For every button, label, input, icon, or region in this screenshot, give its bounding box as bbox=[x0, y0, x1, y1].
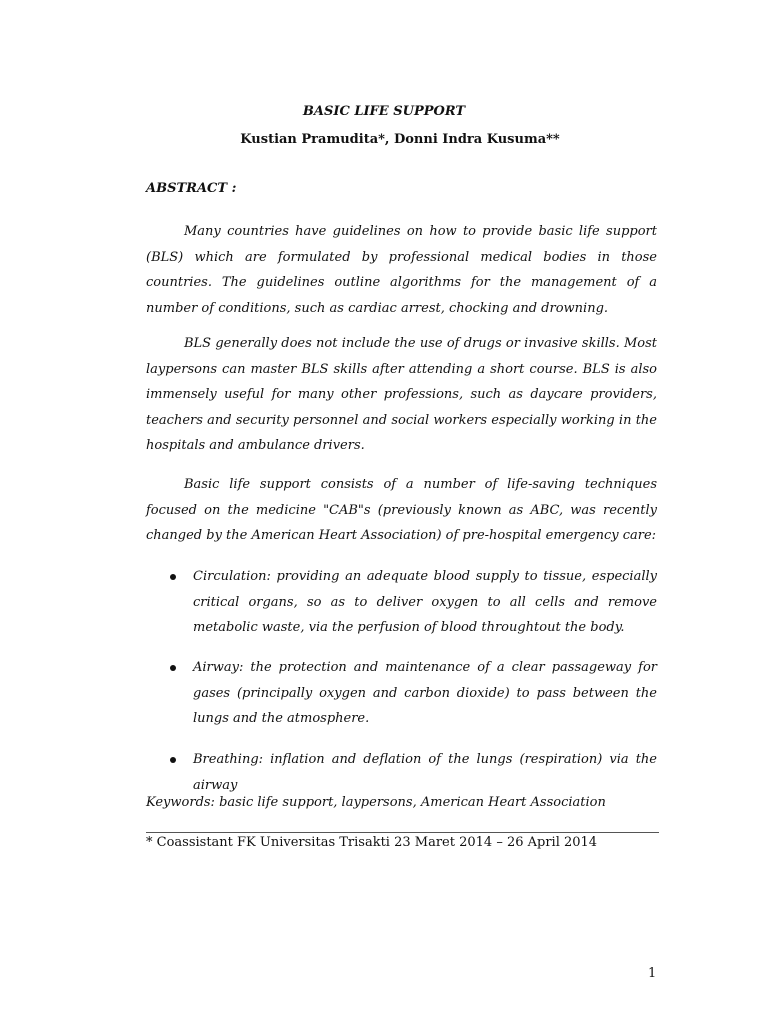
bullet-text: Airway: the protection and maintenance of a clear passageway for gases (principally oxygen and carbon dioxide) to pass between the lungs and the atmosphere. bbox=[193, 660, 657, 726]
page-number: 1 bbox=[648, 966, 657, 981]
abstract-paragraph: Basic life support consists of a number of life-saving techniques focused on the medicine "CAB"s (previously known as ABC, was recently changed by the American Heart Association) of pre-hospital emergency care: bbox=[146, 477, 657, 543]
bullet-text: Breathing: inflation and deflation of the lungs (respiration) via the airway bbox=[193, 752, 657, 793]
keywords-line: Keywords: basic life support, laypersons, American Heart Association bbox=[146, 795, 606, 810]
authors-line: Kustian Pramudita*, Donni Indra Kusuma** bbox=[240, 132, 560, 147]
bullet-dot-icon bbox=[170, 665, 176, 671]
abstract-paragraph: BLS generally does not include the use of drugs or invasive skills. Most laypersons can master BLS skills after attending a short course. BLS is also immensely useful for many other professions, such as daycare providers, teachers and security personnel and social workers especially working in the hospitals and ambulance drivers. bbox=[146, 336, 657, 453]
bullet-item-circulation bbox=[146, 564, 657, 641]
bullet-item-airway bbox=[146, 655, 657, 732]
bullet-text: Circulation: providing an adequate blood supply to tissue, especially critical organs, so as to deliver oxygen to all cells and remove metabolic waste, via the perfusion of blood throughtout the body. bbox=[193, 569, 657, 635]
abstract-heading: ABSTRACT : bbox=[146, 181, 237, 196]
document-title: BASIC LIFE SUPPORT bbox=[302, 104, 466, 119]
footnote: * Coassistant FK Universitas Trisakti 23 Maret 2014 – 26 April 2014 bbox=[146, 835, 598, 850]
bullet-dot-icon bbox=[170, 574, 176, 580]
footnote-divider bbox=[146, 832, 659, 833]
abstract-paragraph: Many countries have guidelines on how to provide basic life support (BLS) which are formulated by professional medical bodies in those countries. The guidelines outline algorithms for the management of a number of conditions, such as cardiac arrest, chocking and drowning. bbox=[146, 224, 657, 316]
bullet-dot-icon bbox=[170, 757, 176, 763]
